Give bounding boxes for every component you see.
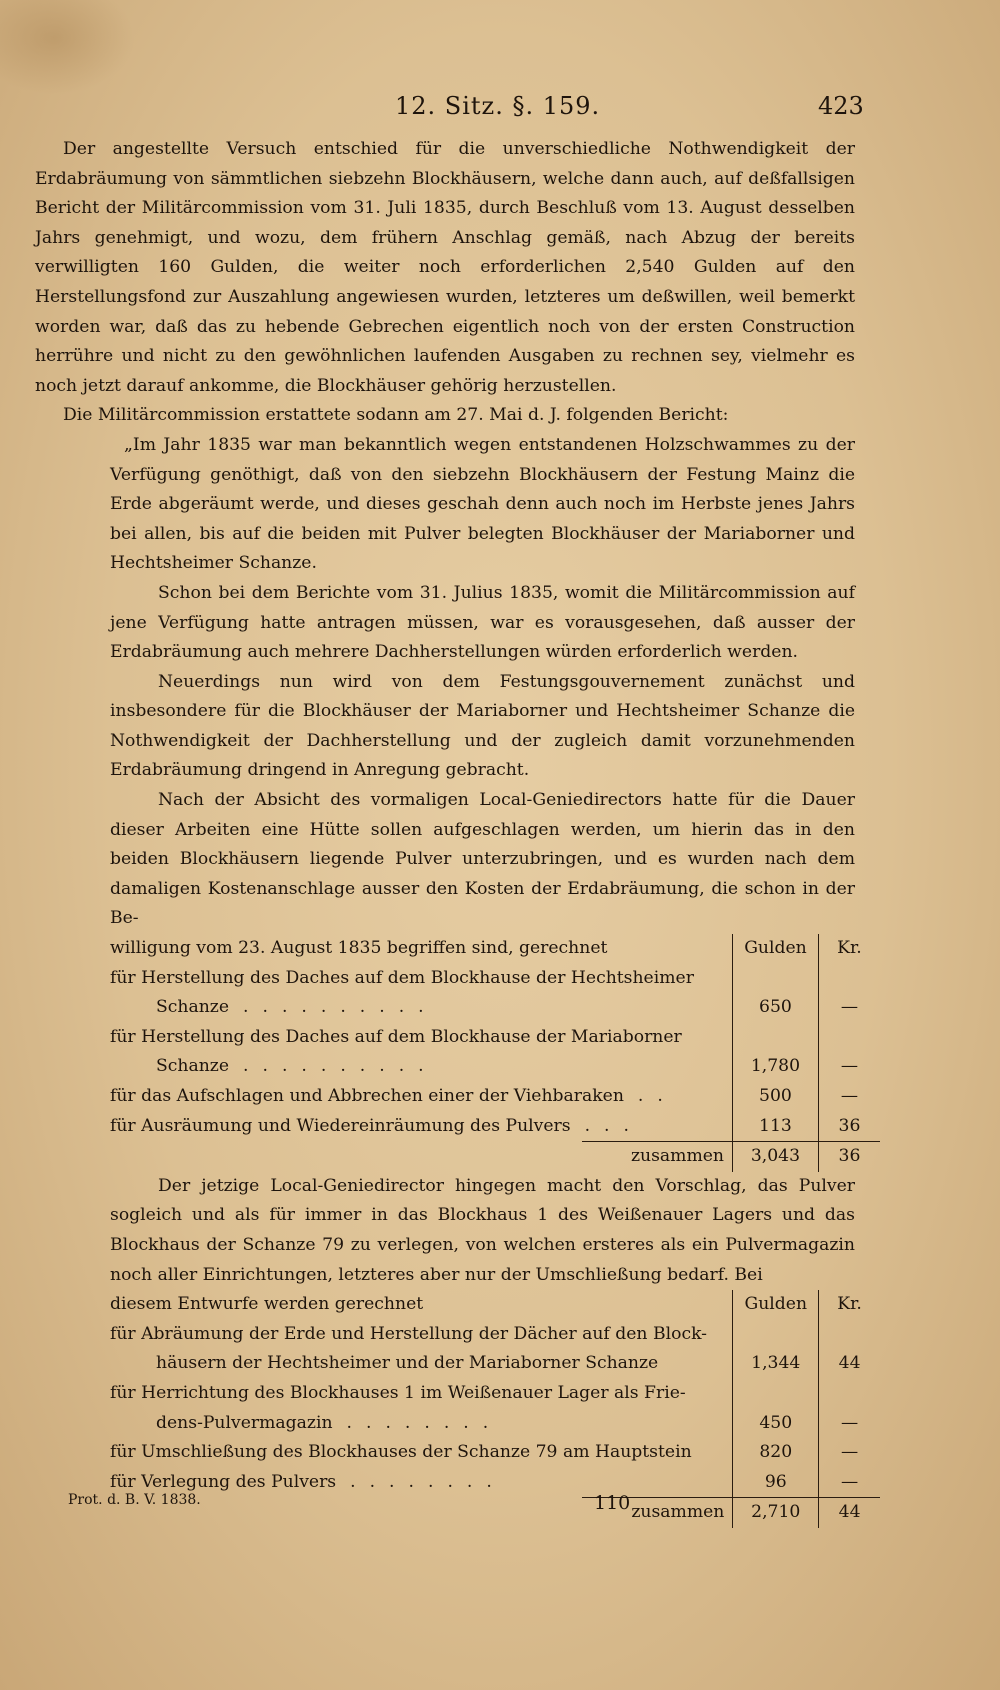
footer-signature: Prot. d. B. V. 1838.	[68, 1492, 201, 1508]
cost-row-kr: —	[840, 997, 859, 1018]
quote-paragraph-2: Schon bei dem Berichte vom 31. Julius 1835, womit die Militärcommission auf jene Verfügung hatte antragen müssen, war es vorausgesehen, daß ausser der Erdabräumung auch mehrere Dachherstellungen würden erforderlich werden.	[110, 582, 855, 663]
cost-row-label: für Verlegung des Pulvers ........	[110, 1468, 733, 1498]
cost-row-gulden: 1,344	[733, 1349, 819, 1379]
quote-paragraph-5: Der jetzige Local-Geniedirector hingegen macht den Vorschlag, das Pulver sogleich und als für immer in das Blockhaus 1 des Weißenauer Lagers und das Blockhaus der Schanze 79 zu verlegen, von welchen ersteres als ein Pulvermagazin noch aller Einrichtungen, letzteres aber nur der Umschließung bedarf. Bei	[110, 1175, 855, 1285]
cost-row-label-continued: Schanze ..........	[156, 1056, 438, 1077]
cost-row-label-continued: dens-Pulvermagazin ........	[156, 1412, 503, 1433]
cost-table-1-intro: willigung vom 23. August 1835 begriffen sind, gerechnet	[110, 938, 608, 959]
cost-row-label: für das Aufschlagen und Abbrechen einer der Viehbaraken ..	[110, 1086, 677, 1106]
cost-row-kr: —	[840, 1412, 859, 1433]
session-heading: 12. Sitz. §. 159.	[395, 92, 601, 120]
paragraph-erdabraeumung: Der angestellte Versuch entschied für die unverschiedliche Nothwendigkeit der Erdabräumung von sämmtlichen siebzehn Blockhäusern, welche dann auch, auf deßfallsigen Bericht der Militärcommission vom 31. Juli 1835, durch Beschluß vom 13. August desselben Jahrs genehmigt, und wozu, dem frühern Anschlag gemäß, nach Abzug der bereits verwilligten 160 Gulden, die weiter noch erforderlichen 2,540 Gulden auf den Herstellungsfond zur Auszahlung angewiesen wurden, letzteres um deßwillen, weil bemerkt worden war, daß das zu hebende Gebrechen eigentlich noch von der ersten Construction herrühre und nicht zu den gewöhnlichen laufenden Ausgaben zu rechnen sey, vielmehr es noch jetzt darauf ankomme, die Blockhäuser gehörig herzustellen.	[35, 139, 855, 396]
total-gulden: 3,043	[732, 1142, 818, 1172]
cost-row-kr: —	[819, 1468, 880, 1498]
quote-paragraph-3: Neuerdings nun wird von dem Festungsgouvernement zunächst und insbesondere für die Blockhäuser der Mariaborner und Hechtsheimer Schanze die Nothwendigkeit der Dachherstellung und der zugleich damit vorzunehmenden Erdabräumung dringend in Anregung gebracht.	[110, 671, 855, 781]
cost-row-gulden: 1,780	[732, 1052, 818, 1082]
running-header	[0, 92, 1000, 132]
cost-row-gulden: 500	[732, 1082, 818, 1112]
cost-row-kr: 44	[838, 1353, 861, 1374]
paper-stain	[0, 0, 135, 95]
cost-row-label-continued: häusern der Hechtsheimer und der Mariaborner Schanze	[156, 1353, 659, 1374]
cost-row-gulden: 650	[732, 993, 818, 1023]
column-header-gulden: Gulden	[732, 934, 818, 964]
cost-row-kr: —	[840, 1056, 859, 1077]
cost-row-label: für Ausräumung und Wiedereinräumung des Pulvers ...	[110, 1112, 732, 1142]
paragraph-bericht-intro: Die Militärcommission erstattete sodann am 27. Mai d. J. folgenden Bericht:	[63, 405, 729, 426]
cost-row-kr: —	[840, 1442, 859, 1463]
cost-row-gulden: 820	[733, 1438, 819, 1468]
cost-row-label: für Herstellung des Daches auf dem Blockhause der Mariaborner	[110, 1026, 682, 1047]
cost-table-2-intro: diesem Entwurfe werden gerechnet	[110, 1294, 424, 1315]
column-header-kr: Kr.	[837, 938, 862, 959]
column-header-kr: Kr.	[837, 1294, 862, 1315]
cost-row-label: für Abräumung der Erde und Herstellung der Dächer auf den Block-	[110, 1323, 707, 1344]
cost-row-gulden: 113	[732, 1112, 818, 1142]
column-header-gulden: Gulden	[733, 1290, 819, 1320]
cost-row-label-continued: Schanze ..........	[156, 997, 438, 1018]
cost-row-gulden: 96	[733, 1468, 819, 1498]
sheet-number: 110	[594, 1492, 631, 1514]
total-kr: 36	[838, 1146, 861, 1167]
total-gulden: 2,710	[733, 1498, 819, 1528]
total-label: zusammen	[631, 1502, 725, 1523]
cost-row-label: für Herrichtung des Blockhauses 1 im Weißenauer Lager als Frie-	[110, 1382, 686, 1403]
cost-row-label: für Herstellung des Daches auf dem Blockhause der Hechtsheimer	[110, 967, 694, 988]
cost-row-kr: —	[840, 1086, 859, 1106]
total-kr: 44	[838, 1502, 861, 1523]
cost-table-1	[110, 934, 880, 1172]
quote-paragraph-4: Nach der Absicht des vormaligen Local-Geniedirectors hatte für die Dauer dieser Arbeiten eine Hütte sollen aufgeschlagen werden, um hierin das in den beiden Blockhäusern liegende Pulver unterzubringen, und es wurden nach dem damaligen Kostenanschlage ausser den Kosten der Erdabräumung, die schon in der Be-	[110, 790, 855, 929]
cost-row-label: für Umschließung des Blockhauses der Schanze 79 am Hauptstein	[110, 1442, 692, 1463]
cost-row-gulden: 450	[733, 1409, 819, 1439]
page-number: 423	[818, 92, 864, 120]
page-body	[35, 135, 862, 1528]
page-footer	[0, 1492, 1000, 1522]
quote-paragraph-1: „Im Jahr 1835 war man bekanntlich wegen entstandenen Holzschwammes zu der Verfügung genöthigt, daß von den siebzehn Blockhäusern der Festung Mainz die Erde abgeräumt werde, und dieses geschah denn auch noch im Herbste jenes Jahrs bei allen, bis auf die beiden mit Pulver belegten Blockhäuser der Mariaborner und Hechtsheimer Schanze.	[110, 434, 855, 574]
total-label: zusammen	[630, 1146, 724, 1167]
cost-row-kr: 36	[818, 1112, 880, 1142]
